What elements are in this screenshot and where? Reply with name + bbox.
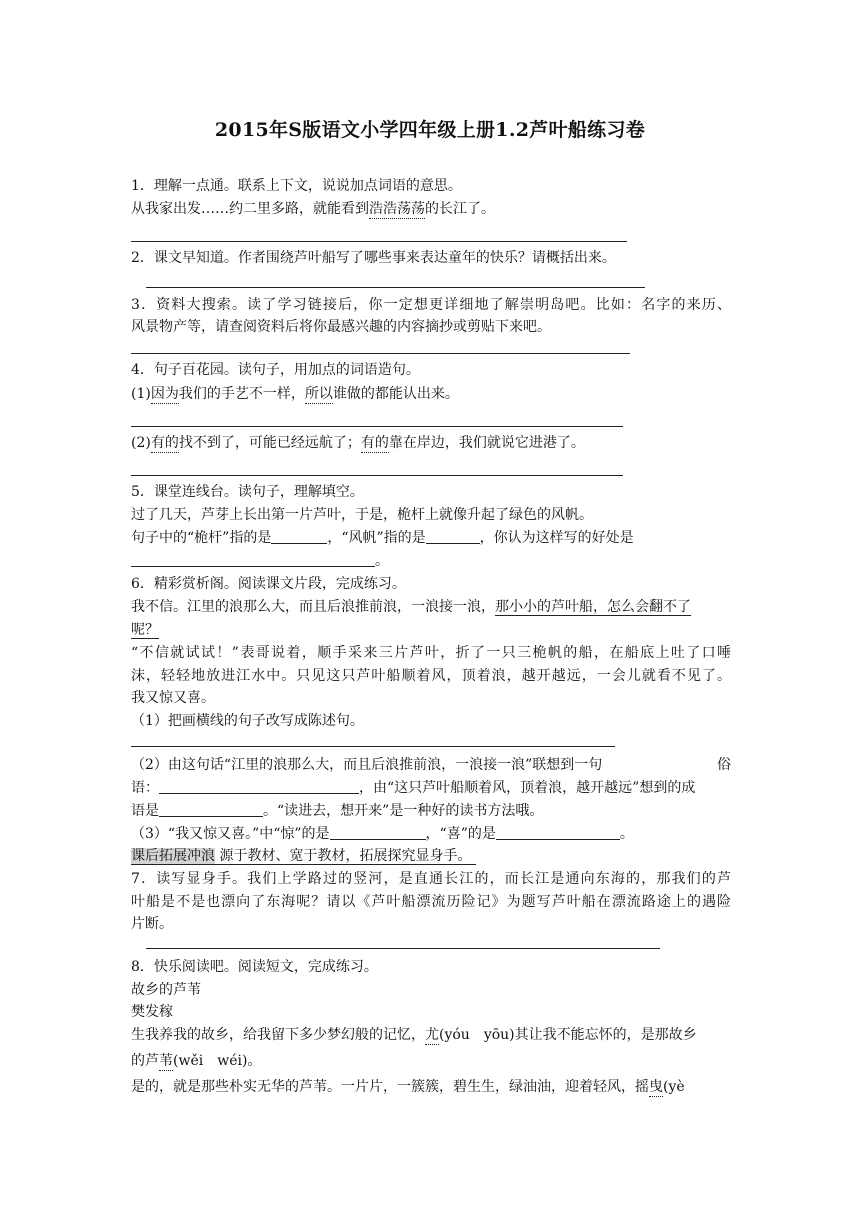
- q2-answer-line[interactable]: [146, 287, 645, 288]
- q8-prompt: 8．快乐阅读吧。阅读短文，完成练习。: [131, 959, 378, 975]
- q6-sub3-text-2: ，“喜”的是: [425, 826, 496, 842]
- q6-sub2-line2: [131, 778, 731, 798]
- q4-sentence-2: [131, 433, 731, 453]
- q4-s1-marked-word-2: 所以: [304, 386, 333, 402]
- q6-passage-text: 我不信。江里的浪那么大，而且后浪推前浪，一浪接一浪，: [131, 599, 495, 615]
- q8-p2-text: 的芦: [131, 1053, 159, 1069]
- q6-sub2-text-3: 。“读进去，想开来”是一种好的读书方法哦。: [263, 803, 544, 819]
- q1-sentence-pre: 从我家出发……约二里多路，就能看到: [131, 201, 369, 217]
- q6-underlined-sentence: 那小小的芦叶船，怎么会翻不了: [495, 599, 691, 615]
- q5-blank-sail[interactable]: [426, 529, 480, 544]
- q7-prompt-line3: 片断。: [131, 916, 173, 932]
- q6-blank-idiom[interactable]: [159, 802, 263, 817]
- q6-underlined-sentence-end: 呢？: [131, 622, 159, 638]
- q6-sub3-text: （3）“我又惊又喜。”中“惊”的是: [131, 826, 330, 842]
- q8-p1-marked-char: 尤: [425, 1027, 439, 1043]
- q4-s2-number: (2): [131, 435, 151, 451]
- q6-sub2-label-2: 语是: [131, 803, 159, 819]
- q8-passage-line1: [131, 1025, 731, 1045]
- q6-sub2-line1: [131, 755, 731, 775]
- q6-blank-proverb[interactable]: [159, 779, 359, 794]
- q5-sentence: 过了几天，芦芽上长出第一片芦叶，于是，桅杆上就像升起了绿色的风帆。: [131, 507, 593, 523]
- q6-sub3: [131, 824, 731, 844]
- q4-prompt: 4．句子百花园。读句子，用加点的词语造句。: [131, 362, 420, 378]
- q2-prompt: 2．课文早知道。作者围绕芦叶船写了哪些事来表达童年的快乐？请概括出来。: [131, 250, 616, 266]
- q5-fill-line: [131, 528, 731, 548]
- q8-p3-text: 是的，就是那些朴实无华的芦苇。一片片，一簇簇，碧生生，绿油油，迎着轻风，摇: [131, 1079, 649, 1095]
- q6-sub2-line3: [131, 801, 731, 821]
- q3-prompt-line2: 风景物产等，请查阅资料后将你最感兴趣的内容摘抄或剪贴下来吧。: [131, 319, 551, 335]
- q8-p1-pinyin-choice: (yóu yōu)其让我不能忘怀的，是那故乡: [439, 1027, 697, 1043]
- section-banner: [131, 846, 731, 866]
- q1-marked-word: 浩浩荡荡: [369, 201, 425, 217]
- q6-passage-p2-line1: “不信就试试！”表哥说着，顺手采来三片芦叶，折了一只三桅帆的船，在船底上吐了口唾: [131, 645, 731, 661]
- q6-blank-joy[interactable]: [496, 825, 620, 840]
- q8-p2-marked-char: 苇: [159, 1053, 173, 1069]
- q4-answer-line-2[interactable]: [131, 475, 623, 476]
- q5-fill-end: 。: [375, 553, 389, 569]
- q4-s1-number: (1): [131, 386, 151, 402]
- q4-s1-marked-word-1: 因为: [150, 386, 179, 402]
- q7-answer-line[interactable]: [146, 948, 660, 949]
- q6-passage-p2-line3: 我又惊又喜。: [131, 690, 215, 706]
- q5-prompt: 5．课堂连线台。读句子，理解填空。: [131, 484, 364, 500]
- q5-fill-line-2: [131, 551, 731, 571]
- q4-s2-marked-word-2: 有的: [360, 435, 389, 451]
- q6-sub2-text: （2）由这句话“江里的浪那么大，而且后浪推前浪，一浪接一浪”联想到一句: [131, 757, 603, 773]
- q8-passage-title: 故乡的芦苇: [131, 982, 201, 998]
- worksheet-title: 2015年S版语文小学四年级上册1.2芦叶船练习卷: [214, 119, 646, 141]
- q8-p2-pinyin-choice: (wěi wéi)。: [173, 1053, 262, 1069]
- q5-fill-text-3: ，你认为这样写的好处是: [479, 530, 634, 546]
- q8-p3-marked-char: 曳: [649, 1079, 663, 1095]
- q7-prompt-line1: 7．读写显身手。我们上学路过的竖河，是直通长江的，而长江是通向东海的，那我们的芦: [131, 871, 731, 887]
- q6-sub2-proverb-word: 俗: [717, 757, 731, 773]
- q6-passage-line1: [131, 597, 731, 617]
- q4-answer-line-1[interactable]: [131, 426, 623, 427]
- q7-prompt-line2: 叶船是不是也漂向了东海呢？请以《芦叶船漂流历险记》为题写芦叶船在漂流路途上的遇险: [131, 894, 731, 910]
- q8-passage-line3: [131, 1077, 731, 1097]
- q3-prompt-line1: 3．资料大搜索。读了学习链接后，你一定想更详细地了解崇明岛吧。比如：名字的来历、: [131, 297, 731, 313]
- q4-s2-text-end: 靠在岸边，我们就说它进港了。: [388, 435, 585, 451]
- q6-sub1: （1）把画横线的句子改写成陈述句。: [131, 713, 364, 729]
- section-banner-text: [215, 848, 476, 865]
- q6-blank-surprise[interactable]: [330, 825, 426, 840]
- q5-blank-mast[interactable]: [271, 529, 327, 544]
- q4-s2-marked-word-1: 有的: [150, 435, 179, 451]
- q6-sub1-answer-line[interactable]: [131, 746, 615, 747]
- q8-p3-pinyin-choice: (yè: [663, 1079, 685, 1095]
- q6-passage-p2-line2: 沫，轻轻地放进江水中。只见这只芦叶船顺着风，顶着浪，越开越远，一会儿就看不见了。: [131, 668, 731, 684]
- q6-sub2-label: 语：: [131, 780, 159, 796]
- q5-blank-benefit[interactable]: [131, 552, 375, 567]
- q1-sentence: [131, 199, 731, 219]
- q6-sub3-end: 。: [619, 826, 634, 842]
- q1-sentence-post: 的长江了。: [425, 201, 495, 217]
- section-banner-label: 课后拓展冲浪: [131, 848, 215, 864]
- q4-s1-text-end: 谁做的都能认出来。: [332, 386, 459, 402]
- q8-p1-text: 生我养我的故乡，给我留下多少梦幻般的记忆，: [131, 1027, 425, 1043]
- q5-fill-text-1: 句子中的“桅杆”指的是: [131, 530, 272, 546]
- q1-prompt: 1．理解一点通。联系上下文，说说加点词语的意思。: [131, 178, 462, 194]
- section-banner-slogan: 源于教材、宽于教材，拓展探究显身手。: [219, 848, 472, 864]
- q8-passage-author: 樊发稼: [131, 1004, 173, 1020]
- q1-answer-line[interactable]: [131, 241, 627, 242]
- q4-sentence-1: [131, 384, 731, 404]
- q3-answer-line[interactable]: [131, 353, 630, 354]
- q6-sub2-text-2: ，由“这只芦叶船顺着风，顶着浪，越开越远”想到的成: [359, 780, 696, 796]
- q4-s1-text: 我们的手艺不一样，: [178, 386, 305, 402]
- q8-passage-line2: [131, 1051, 731, 1071]
- q6-prompt: 6．精彩赏析阁。阅读课文片段，完成练习。: [131, 576, 406, 592]
- q5-fill-text-2: ，“风帆”指的是: [327, 530, 426, 546]
- q6-passage-line2: [131, 620, 731, 640]
- q4-s2-text: 找不到了，可能已经远航了；: [178, 435, 361, 451]
